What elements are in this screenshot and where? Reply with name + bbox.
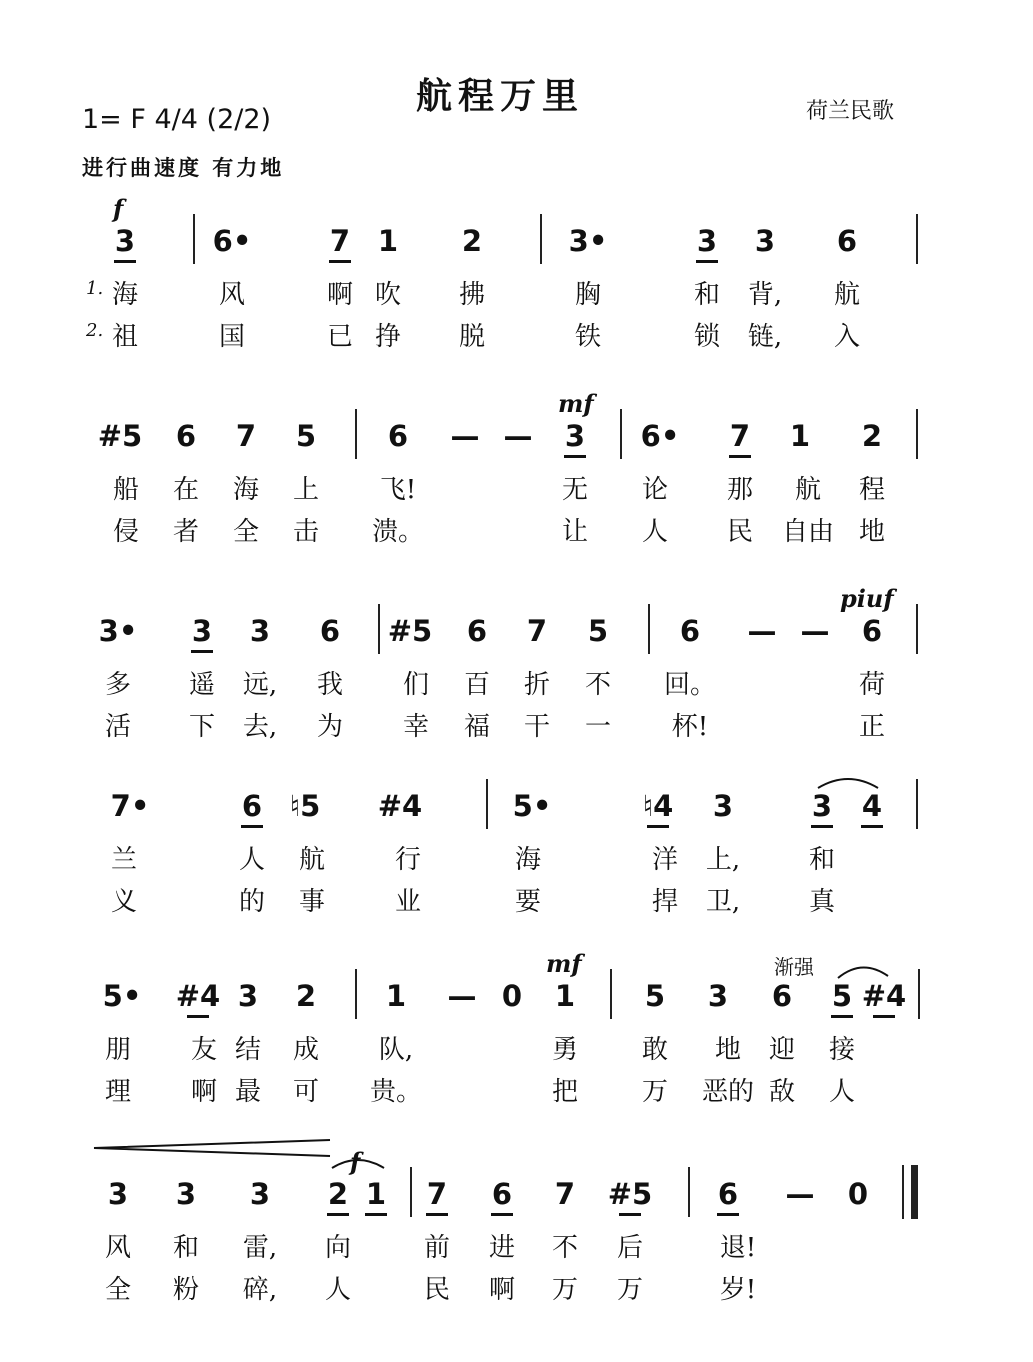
note: 7 bbox=[729, 419, 751, 453]
lyric-syllable: 锁 bbox=[693, 322, 721, 352]
lyric-syllable: 万 bbox=[551, 1275, 579, 1305]
dynamic-marking: piuf bbox=[840, 584, 894, 613]
lyric-syllable: 海 bbox=[232, 475, 260, 505]
lyric-syllable: 入 bbox=[833, 322, 861, 352]
lyric-syllable: 胸 bbox=[574, 280, 602, 310]
verse-number: 2. bbox=[86, 320, 104, 341]
note: 3 bbox=[811, 789, 833, 823]
note: #4 bbox=[377, 789, 423, 823]
lyric-syllable: 雷, bbox=[242, 1233, 278, 1263]
lyric-syllable: 向 bbox=[324, 1233, 352, 1263]
note: 5• bbox=[512, 789, 552, 823]
lyric-syllable: 地 bbox=[714, 1035, 742, 1065]
lyric-syllable: 铁 bbox=[574, 322, 602, 352]
lyric-syllable: 百 bbox=[463, 670, 491, 700]
lyric-syllable: 折 bbox=[523, 670, 551, 700]
note: 6 bbox=[387, 419, 409, 453]
lyric-syllable: 挣 bbox=[374, 322, 402, 352]
slur-2-1 bbox=[332, 1160, 384, 1168]
lyric-syllable: 万 bbox=[616, 1275, 644, 1305]
lyric-syllable: 啊 bbox=[488, 1275, 516, 1305]
lyric-syllable: 友 bbox=[190, 1035, 218, 1065]
note: 7 bbox=[235, 419, 257, 453]
note: 2 bbox=[295, 979, 317, 1013]
lyric-syllable: 贵。 bbox=[369, 1077, 423, 1107]
dynamic-marking: 渐强 bbox=[774, 955, 814, 979]
note: 3• bbox=[568, 224, 608, 258]
lyric-syllable: 啊 bbox=[190, 1077, 218, 1107]
lyric-syllable: 业 bbox=[394, 887, 422, 917]
note: 1 bbox=[789, 419, 811, 453]
lyric-syllable: 啊 bbox=[326, 280, 354, 310]
note: 5• bbox=[102, 979, 142, 1013]
lyric-syllable: 接 bbox=[828, 1035, 856, 1065]
lyric-syllable: 击 bbox=[292, 517, 320, 547]
note: 6• bbox=[212, 224, 252, 258]
lyric-syllable: 碎, bbox=[242, 1275, 278, 1305]
lyric-syllable: 卫, bbox=[705, 887, 741, 917]
lyric-syllable: 岁! bbox=[719, 1275, 757, 1305]
verse-number: 1. bbox=[86, 278, 104, 299]
lyric-syllable: 和 bbox=[693, 280, 721, 310]
lyric-syllable: 背, bbox=[747, 280, 783, 310]
note: — bbox=[800, 614, 830, 648]
note: #5 bbox=[387, 614, 433, 648]
lyric-syllable: 洋 bbox=[651, 845, 679, 875]
lyric-syllable: 侵 bbox=[112, 517, 140, 547]
note: 5 bbox=[587, 614, 609, 648]
tempo-marking: 进行曲速度 有力地 bbox=[82, 155, 285, 180]
lyric-syllable: 国 bbox=[218, 322, 246, 352]
note: ♮5 bbox=[289, 789, 321, 823]
lyric-syllable: 全 bbox=[104, 1275, 132, 1305]
lyric-syllable: 粉 bbox=[172, 1275, 200, 1305]
note: 3 bbox=[191, 614, 213, 648]
lyric-syllable: 那 bbox=[726, 475, 754, 505]
lyric-syllable: 全 bbox=[232, 517, 260, 547]
lyric-syllable: 风 bbox=[218, 280, 246, 310]
lyric-syllable: 民 bbox=[726, 517, 754, 547]
note: #4 bbox=[861, 979, 907, 1013]
lyric-syllable: 在 bbox=[172, 475, 200, 505]
lyric-syllable: 下 bbox=[188, 712, 216, 742]
note: #5 bbox=[97, 419, 143, 453]
note: 3 bbox=[754, 224, 776, 258]
lyric-syllable: 不 bbox=[584, 670, 612, 700]
note: — bbox=[447, 979, 477, 1013]
lyric-syllable: 的 bbox=[238, 887, 266, 917]
lyric-syllable: 事 bbox=[298, 887, 326, 917]
note: 3 bbox=[237, 979, 259, 1013]
lyric-syllable: 回。 bbox=[663, 670, 717, 700]
lyric-syllable: 杯! bbox=[671, 712, 709, 742]
lyric-syllable: 航 bbox=[833, 280, 861, 310]
lyric-syllable: 幸 bbox=[402, 712, 430, 742]
dynamic-marking: f bbox=[350, 1147, 361, 1176]
lyric-syllable: 队, bbox=[378, 1035, 414, 1065]
note: — bbox=[503, 419, 533, 453]
lyric-syllable: 万 bbox=[641, 1077, 669, 1107]
lyric-syllable: 链, bbox=[747, 322, 783, 352]
note: 2 bbox=[461, 224, 483, 258]
lyric-syllable: 飞! bbox=[379, 475, 417, 505]
note: 2 bbox=[327, 1177, 349, 1211]
note: 0 bbox=[847, 1177, 869, 1211]
note: #5 bbox=[607, 1177, 653, 1211]
lyric-syllable: 人 bbox=[238, 845, 266, 875]
note: 7 bbox=[526, 614, 548, 648]
lyric-syllable: 和 bbox=[172, 1233, 200, 1263]
lyric-syllable: 敢 bbox=[641, 1035, 669, 1065]
lyric-syllable: 风 bbox=[104, 1233, 132, 1263]
lyric-syllable: 溃。 bbox=[371, 517, 425, 547]
slur-5-4 bbox=[838, 967, 888, 978]
lyric-syllable: 去, bbox=[242, 712, 278, 742]
lyric-syllable: 者 bbox=[172, 517, 200, 547]
dynamic-marking: mf bbox=[546, 949, 582, 978]
lyric-syllable: 干 bbox=[523, 712, 551, 742]
lyric-syllable: 民 bbox=[423, 1275, 451, 1305]
lyric-syllable: 把 bbox=[551, 1077, 579, 1107]
note: 0 bbox=[501, 979, 523, 1013]
note: 3 bbox=[712, 789, 734, 823]
lyric-syllable: 让 bbox=[561, 517, 589, 547]
lyric-syllable: 多 bbox=[104, 670, 132, 700]
dynamic-marking: mf bbox=[558, 389, 594, 418]
lyric-syllable: 远, bbox=[242, 670, 278, 700]
note: — bbox=[450, 419, 480, 453]
lyric-syllable: 为 bbox=[316, 712, 344, 742]
song-title: 航程万里 bbox=[415, 75, 584, 117]
note: 1 bbox=[365, 1177, 387, 1211]
lyric-syllable: 恶的 bbox=[701, 1077, 755, 1107]
lyric-syllable: 勇 bbox=[551, 1035, 579, 1065]
lyric-syllable: 吹 bbox=[374, 280, 402, 310]
lyric-syllable: 最 bbox=[234, 1077, 262, 1107]
lyric-syllable: 程 bbox=[858, 475, 886, 505]
lyric-syllable: 义 bbox=[110, 887, 138, 917]
lyric-syllable: 不 bbox=[551, 1233, 579, 1263]
lyric-syllable: 人 bbox=[641, 517, 669, 547]
note: 6 bbox=[175, 419, 197, 453]
lyric-syllable: 船 bbox=[112, 475, 140, 505]
note: 5 bbox=[644, 979, 666, 1013]
note: 7 bbox=[554, 1177, 576, 1211]
note: 3 bbox=[696, 224, 718, 258]
lyric-syllable: 一 bbox=[584, 712, 612, 742]
lyric-syllable: 成 bbox=[292, 1035, 320, 1065]
lyric-syllable: 活 bbox=[104, 712, 132, 742]
lyric-syllable: 上 bbox=[292, 475, 320, 505]
dynamic-marking: f bbox=[113, 194, 124, 223]
lyric-syllable: 进 bbox=[488, 1233, 516, 1263]
lyric-syllable: 朋 bbox=[104, 1035, 132, 1065]
note: 6 bbox=[491, 1177, 513, 1211]
note: 3 bbox=[107, 1177, 129, 1211]
lyric-syllable: 退! bbox=[719, 1233, 757, 1263]
note: — bbox=[747, 614, 777, 648]
lyric-syllable: 和 bbox=[808, 845, 836, 875]
lyric-syllable: 正 bbox=[858, 712, 886, 742]
composer-label: 荷兰民歌 bbox=[806, 99, 895, 124]
lyric-syllable: 遥 bbox=[188, 670, 216, 700]
crescendo-hairpin bbox=[94, 1140, 330, 1156]
lyric-syllable: 可 bbox=[292, 1077, 320, 1107]
lyric-syllable: 已 bbox=[326, 322, 354, 352]
lyric-syllable: 海 bbox=[514, 845, 542, 875]
lyric-syllable: 我 bbox=[316, 670, 344, 700]
note: 2 bbox=[861, 419, 883, 453]
lyric-syllable: 论 bbox=[641, 475, 669, 505]
note: 7• bbox=[110, 789, 150, 823]
note: 7 bbox=[426, 1177, 448, 1211]
note: 5 bbox=[831, 979, 853, 1013]
lyric-syllable: 海 bbox=[111, 280, 139, 310]
note: 5 bbox=[295, 419, 317, 453]
lyric-syllable: 祖 bbox=[111, 322, 139, 352]
lyric-syllable: 脱 bbox=[458, 322, 486, 352]
lyric-syllable: 捍 bbox=[651, 887, 679, 917]
note: 6 bbox=[241, 789, 263, 823]
lyric-syllable: 自由 bbox=[781, 517, 835, 547]
note: 3 bbox=[249, 614, 271, 648]
note: — bbox=[785, 1177, 815, 1211]
note: 6 bbox=[771, 979, 793, 1013]
lyric-syllable: 结 bbox=[234, 1035, 262, 1065]
lyric-syllable: 人 bbox=[828, 1077, 856, 1107]
lyric-syllable: 地 bbox=[858, 517, 886, 547]
lyric-syllable: 真 bbox=[808, 887, 836, 917]
lyric-syllable: 要 bbox=[514, 887, 542, 917]
note: 4 bbox=[861, 789, 883, 823]
note: 6 bbox=[861, 614, 883, 648]
lyric-syllable: 敌 bbox=[768, 1077, 796, 1107]
note: ♮4 bbox=[642, 789, 674, 823]
lyric-syllable: 荷 bbox=[858, 670, 886, 700]
note: 1 bbox=[554, 979, 576, 1013]
note: 3 bbox=[564, 419, 586, 453]
lyric-syllable: 后 bbox=[616, 1233, 644, 1263]
lyric-syllable: 上, bbox=[705, 845, 741, 875]
note: 3 bbox=[175, 1177, 197, 1211]
lyric-syllable: 理 bbox=[104, 1077, 132, 1107]
lyric-syllable: 前 bbox=[423, 1233, 451, 1263]
lyric-syllable: 人 bbox=[324, 1275, 352, 1305]
note: 3 bbox=[249, 1177, 271, 1211]
note: 1 bbox=[385, 979, 407, 1013]
note: 6• bbox=[640, 419, 680, 453]
note: 3 bbox=[114, 224, 136, 258]
lyric-syllable: 兰 bbox=[110, 845, 138, 875]
note: 6 bbox=[836, 224, 858, 258]
lyric-syllable: 迎 bbox=[768, 1035, 796, 1065]
lyric-syllable: 们 bbox=[402, 670, 430, 700]
lyric-syllable: 行 bbox=[394, 845, 422, 875]
note: 3• bbox=[98, 614, 138, 648]
lyric-syllable: 航 bbox=[298, 845, 326, 875]
note: #4 bbox=[175, 979, 221, 1013]
lyric-syllable: 福 bbox=[463, 712, 491, 742]
note: 6 bbox=[679, 614, 701, 648]
note: 6 bbox=[717, 1177, 739, 1211]
note: 1 bbox=[377, 224, 399, 258]
lyric-syllable: 拂 bbox=[458, 280, 486, 310]
note: 7 bbox=[329, 224, 351, 258]
lyric-syllable: 无 bbox=[561, 475, 589, 505]
note: 6 bbox=[466, 614, 488, 648]
note: 3 bbox=[707, 979, 729, 1013]
note: 6 bbox=[319, 614, 341, 648]
key-signature: 1= F 4/4 (2/2) bbox=[82, 104, 272, 135]
lyric-syllable: 航 bbox=[794, 475, 822, 505]
slur-3-4 bbox=[818, 779, 878, 788]
